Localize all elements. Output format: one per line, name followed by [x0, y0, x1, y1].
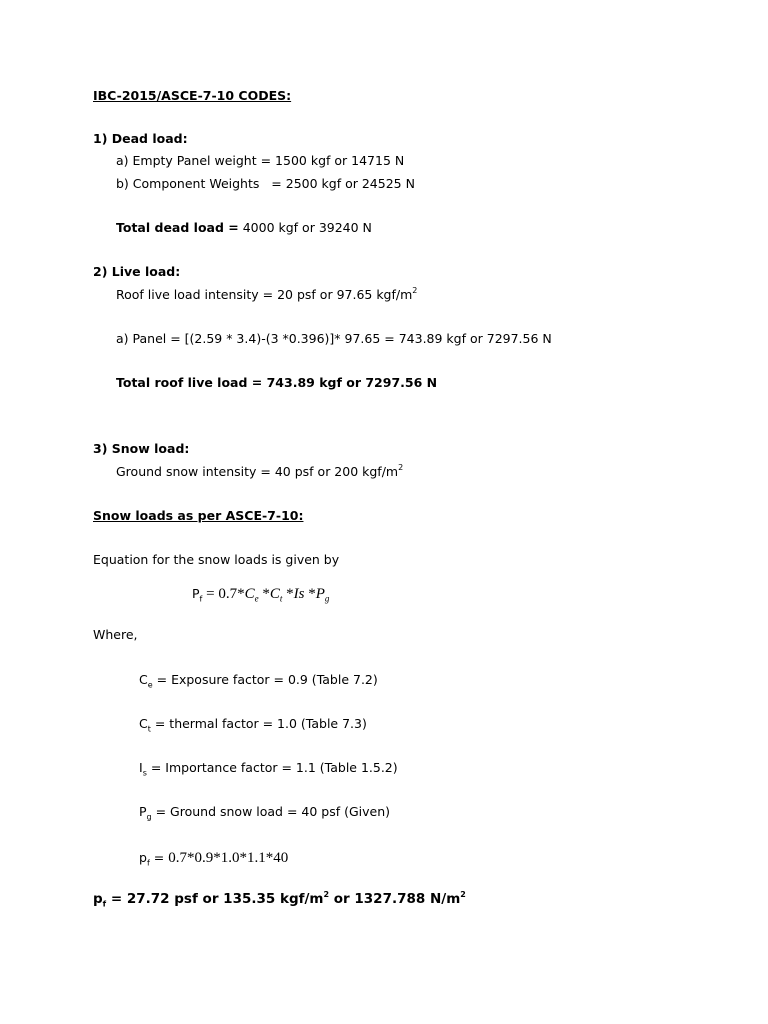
pf-calculation: [139, 848, 288, 868]
result-sup-1: 2: [323, 889, 330, 899]
live-load-intensity: [116, 287, 417, 303]
live-load-panel: a) Panel = [(2.59 * 3.4)-(3 *0.396)]* 97.65 = 743.89 kgf or 7297.56 N: [116, 331, 552, 346]
snow-load-intensity-text: Ground snow intensity = 40 psf or 200 kgf/m: [116, 464, 399, 479]
eq-lhs: P: [192, 586, 200, 601]
eq-star3: *: [304, 586, 316, 602]
eq-star2: *: [282, 586, 294, 602]
factor-symbol: P: [139, 804, 147, 819]
eq-ct-sub: t: [279, 593, 283, 604]
equation-intro: Equation for the snow loads is given by: [93, 552, 340, 567]
factor-text: = Ground snow load = 40 psf (Given): [151, 804, 391, 819]
page-heading: IBC-2015/ASCE-7-10 CODES:: [93, 88, 292, 103]
live-load-total: Total roof live load = 743.89 kgf or 7297.56 N: [116, 375, 438, 390]
factor-subscript: g: [146, 812, 152, 822]
factor-symbol: C: [139, 716, 148, 731]
factor-ce: [139, 672, 378, 688]
calc-subscript: f: [146, 858, 150, 868]
snow-load-intensity: [116, 464, 403, 480]
live-load-title: 2) Live load:: [93, 264, 181, 279]
result-text-1: = 27.72 psf or 135.35 kgf/m: [106, 891, 324, 907]
dead-load-item-b: b) Component Weights = 2500 kgf or 24525 N: [116, 176, 415, 191]
factor-text: = thermal factor = 1.0 (Table 7.3): [150, 716, 367, 731]
eq-ct: C: [269, 586, 280, 602]
pf-result: [93, 891, 466, 907]
factor-text: = Importance factor = 1.1 (Table 1.5.2): [146, 760, 398, 775]
calc-expression: 0.7*0.9*1.0*1.1*40: [168, 850, 289, 866]
dead-load-item-a: a) Empty Panel weight = 1500 kgf or 14715 N: [116, 153, 405, 168]
result-text-2: or 1327.788 N/m: [329, 891, 461, 907]
result-sup-2: 2: [460, 889, 466, 899]
factor-symbol: I: [139, 760, 143, 775]
factor-is: [139, 760, 398, 776]
eq-is: Is: [293, 586, 305, 602]
eq-pg-sub: g: [324, 593, 330, 604]
snow-equation: [192, 584, 329, 604]
factor-subscript: s: [142, 768, 147, 778]
factor-pg: [139, 804, 390, 820]
eq-equals: =: [202, 586, 219, 602]
where-label: Where,: [93, 627, 138, 642]
eq-ce: C: [244, 586, 255, 602]
factor-symbol: C: [139, 672, 148, 687]
eq-coef: 0.7*: [218, 586, 245, 602]
calc-equals: =: [149, 850, 169, 865]
eq-pg: P: [315, 586, 325, 602]
snow-section-heading: Snow loads as per ASCE-7-10:: [93, 508, 304, 523]
factor-subscript: e: [147, 680, 153, 690]
calc-symbol: p: [139, 850, 147, 865]
result-subscript: f: [102, 899, 107, 909]
snow-load-intensity-sup: 2: [398, 462, 404, 472]
dead-load-total-label: Total dead load =: [116, 220, 239, 235]
result-symbol: p: [93, 891, 103, 907]
dead-load-total-value: 4000 kgf or 39240 N: [238, 220, 372, 235]
dead-load-title: 1) Dead load:: [93, 131, 188, 146]
live-load-intensity-text: Roof live load intensity = 20 psf or 97.65 kgf/m: [116, 287, 413, 302]
factor-ct: [139, 716, 367, 732]
dead-load-total: [116, 220, 372, 236]
eq-ce-sub: e: [254, 593, 259, 604]
snow-load-title: 3) Snow load:: [93, 441, 190, 456]
factor-text: = Exposure factor = 0.9 (Table 7.2): [152, 672, 378, 687]
live-load-intensity-sup: 2: [412, 285, 418, 295]
factor-subscript: t: [147, 724, 151, 734]
eq-lhs-sub: f: [199, 594, 203, 604]
eq-star1: *: [258, 586, 270, 602]
